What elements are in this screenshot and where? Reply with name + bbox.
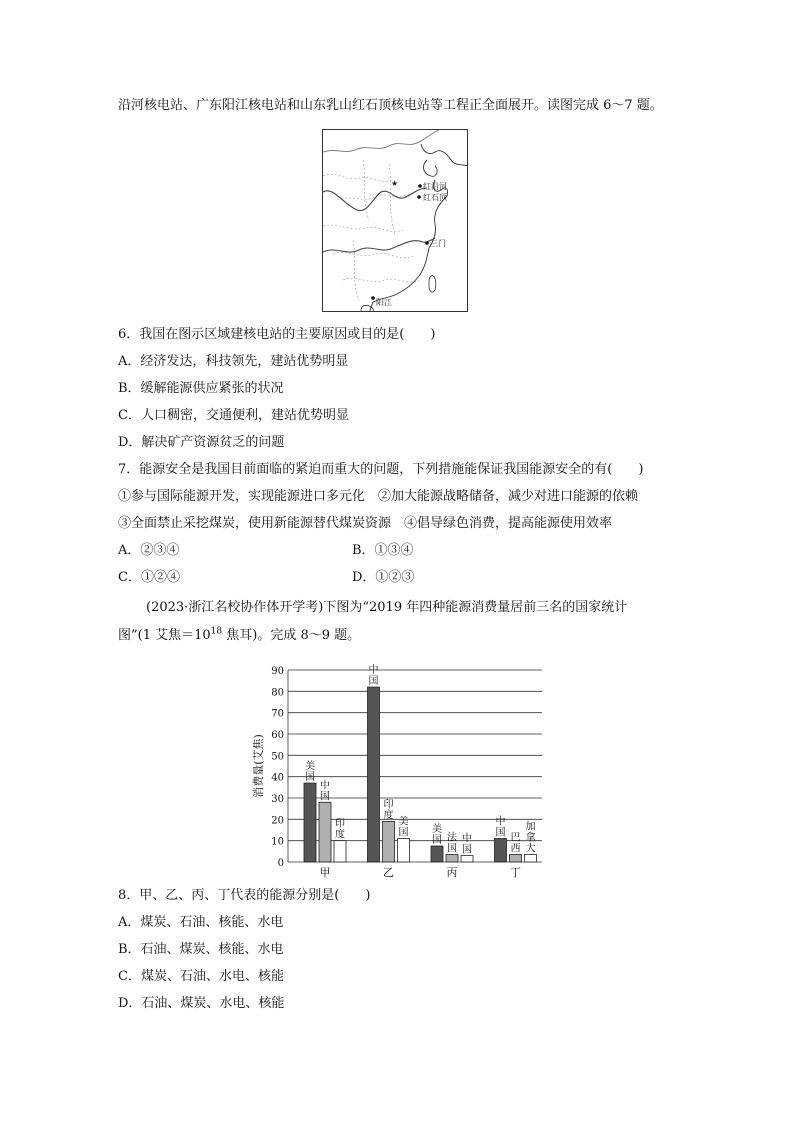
bar: [446, 855, 458, 862]
bar: [319, 802, 331, 862]
bar: [334, 841, 346, 862]
y-tick-label: 80: [271, 687, 284, 699]
x-category-label: 乙: [383, 866, 394, 879]
y-axis-label: 消费量(艾焦): [252, 734, 265, 798]
y-tick-label: 30: [271, 794, 284, 805]
q8-option-b: B．石油、煤炭、核能、水电: [118, 942, 284, 957]
bar-country-label: 美国: [305, 761, 315, 784]
q6-option-a: A．经济发达，科技领先，建站优势明显: [118, 354, 349, 369]
q7-option-c: C．①②④: [118, 570, 180, 585]
intro-text: 沿河核电站、广东阳江核电站和山东乳山红石顶核电站等工程正全面展开。读图完成 6～7 题。: [118, 98, 663, 113]
map-drawing: [323, 130, 468, 312]
q6-option-d: D．解决矿产资源贫乏的问题: [118, 435, 285, 450]
passage-line-2: [118, 627, 360, 645]
bar: [398, 839, 410, 862]
q8-stem: 8．甲、乙、丙、丁代表的能源分别是( ): [118, 888, 371, 903]
q7-option-d: D．①②③: [352, 570, 415, 585]
y-tick-label: 20: [271, 815, 284, 827]
q8-option-c: C．煤炭、石油、水电、核能: [118, 969, 284, 984]
bar: [383, 821, 395, 862]
y-tick-label: 50: [271, 751, 284, 763]
passage-line-2a: 图”(1 艾焦＝10: [118, 628, 211, 643]
q6-option-b: B．缓解能源供应紧张的状况: [118, 381, 284, 396]
y-tick-label: 40: [271, 772, 284, 784]
bar-country-label: 印度: [383, 799, 394, 822]
map-label-yangjiang: 阳江: [376, 298, 392, 307]
nuclear-plant-map: [322, 129, 468, 312]
q7-statement-1: ①参与国际能源开发，实现能源进口多元化 ②加大能源战略储备，减少对进口能源的依赖: [118, 489, 639, 504]
y-tick-label: 10: [271, 836, 284, 848]
map-label-sanmen: 三门: [430, 239, 446, 248]
chart-svg: [250, 660, 545, 882]
map-label-hongshiding: 红石顶: [423, 193, 447, 202]
y-tick-label: 0: [277, 858, 284, 869]
q7-option-b: B．①③④: [352, 543, 414, 558]
q8-option-a: A．煤炭、石油、核能、水电: [118, 915, 284, 930]
bar-country-label: 美国: [432, 824, 442, 846]
bar-country-label: 美国: [398, 816, 409, 839]
svg-text:★: ★: [391, 179, 399, 188]
bar: [431, 846, 443, 862]
bar: [461, 856, 473, 862]
map-label-hongyanhe: 红沿河: [423, 182, 447, 191]
bar-country-label: 巴西: [510, 832, 521, 855]
passage-line-2b: 焦耳)。完成 8～9 题。: [222, 628, 361, 643]
q8-option-d: D．石油、煤炭、水电、核能: [118, 996, 285, 1011]
q6-stem: 6．我国在图示区域建核电站的主要原因或目的是( ): [118, 327, 436, 342]
q6-option-c: C．人口稠密，交通便利，建站优势明显: [118, 408, 349, 423]
bar: [525, 855, 537, 862]
bar-country-label: 加拿大: [525, 821, 536, 855]
y-tick-label: 70: [271, 708, 284, 720]
y-tick-label: 60: [271, 730, 284, 741]
q7-option-a: A．②③④: [118, 543, 180, 558]
bar-country-label: 印度: [335, 818, 345, 841]
q7-stem: 7．能源安全是我国目前面临的紧迫而重大的问题，下列措施能保证我国能源安全的有( ): [118, 462, 644, 477]
bar-country-label: 中国: [495, 816, 506, 839]
bar-country-label: 中国: [320, 780, 330, 803]
passage-exponent: 18: [210, 626, 223, 637]
bar: [304, 783, 316, 862]
bar: [368, 687, 380, 862]
bar: [495, 839, 507, 862]
x-category-label: 丁: [510, 866, 521, 879]
bar-country-label: 法国: [447, 832, 457, 855]
energy-consumption-chart: [250, 660, 545, 882]
y-tick-label: 90: [271, 666, 284, 677]
bar-country-label: 中国: [462, 833, 472, 856]
q7-statement-2: ③全面禁止采挖煤炭，使用新能源替代煤炭资源 ④倡导绿色消费，提高能源使用效率: [118, 516, 613, 531]
bar-country-label: 中国: [368, 665, 379, 688]
x-category-label: 甲: [319, 866, 331, 879]
passage-line-1: (2023·浙江名校协作体开学考)下图为“2019 年四种能源消费量居前三名的国家统计: [146, 600, 628, 615]
bar: [510, 855, 522, 862]
x-category-label: 丙: [446, 866, 458, 879]
